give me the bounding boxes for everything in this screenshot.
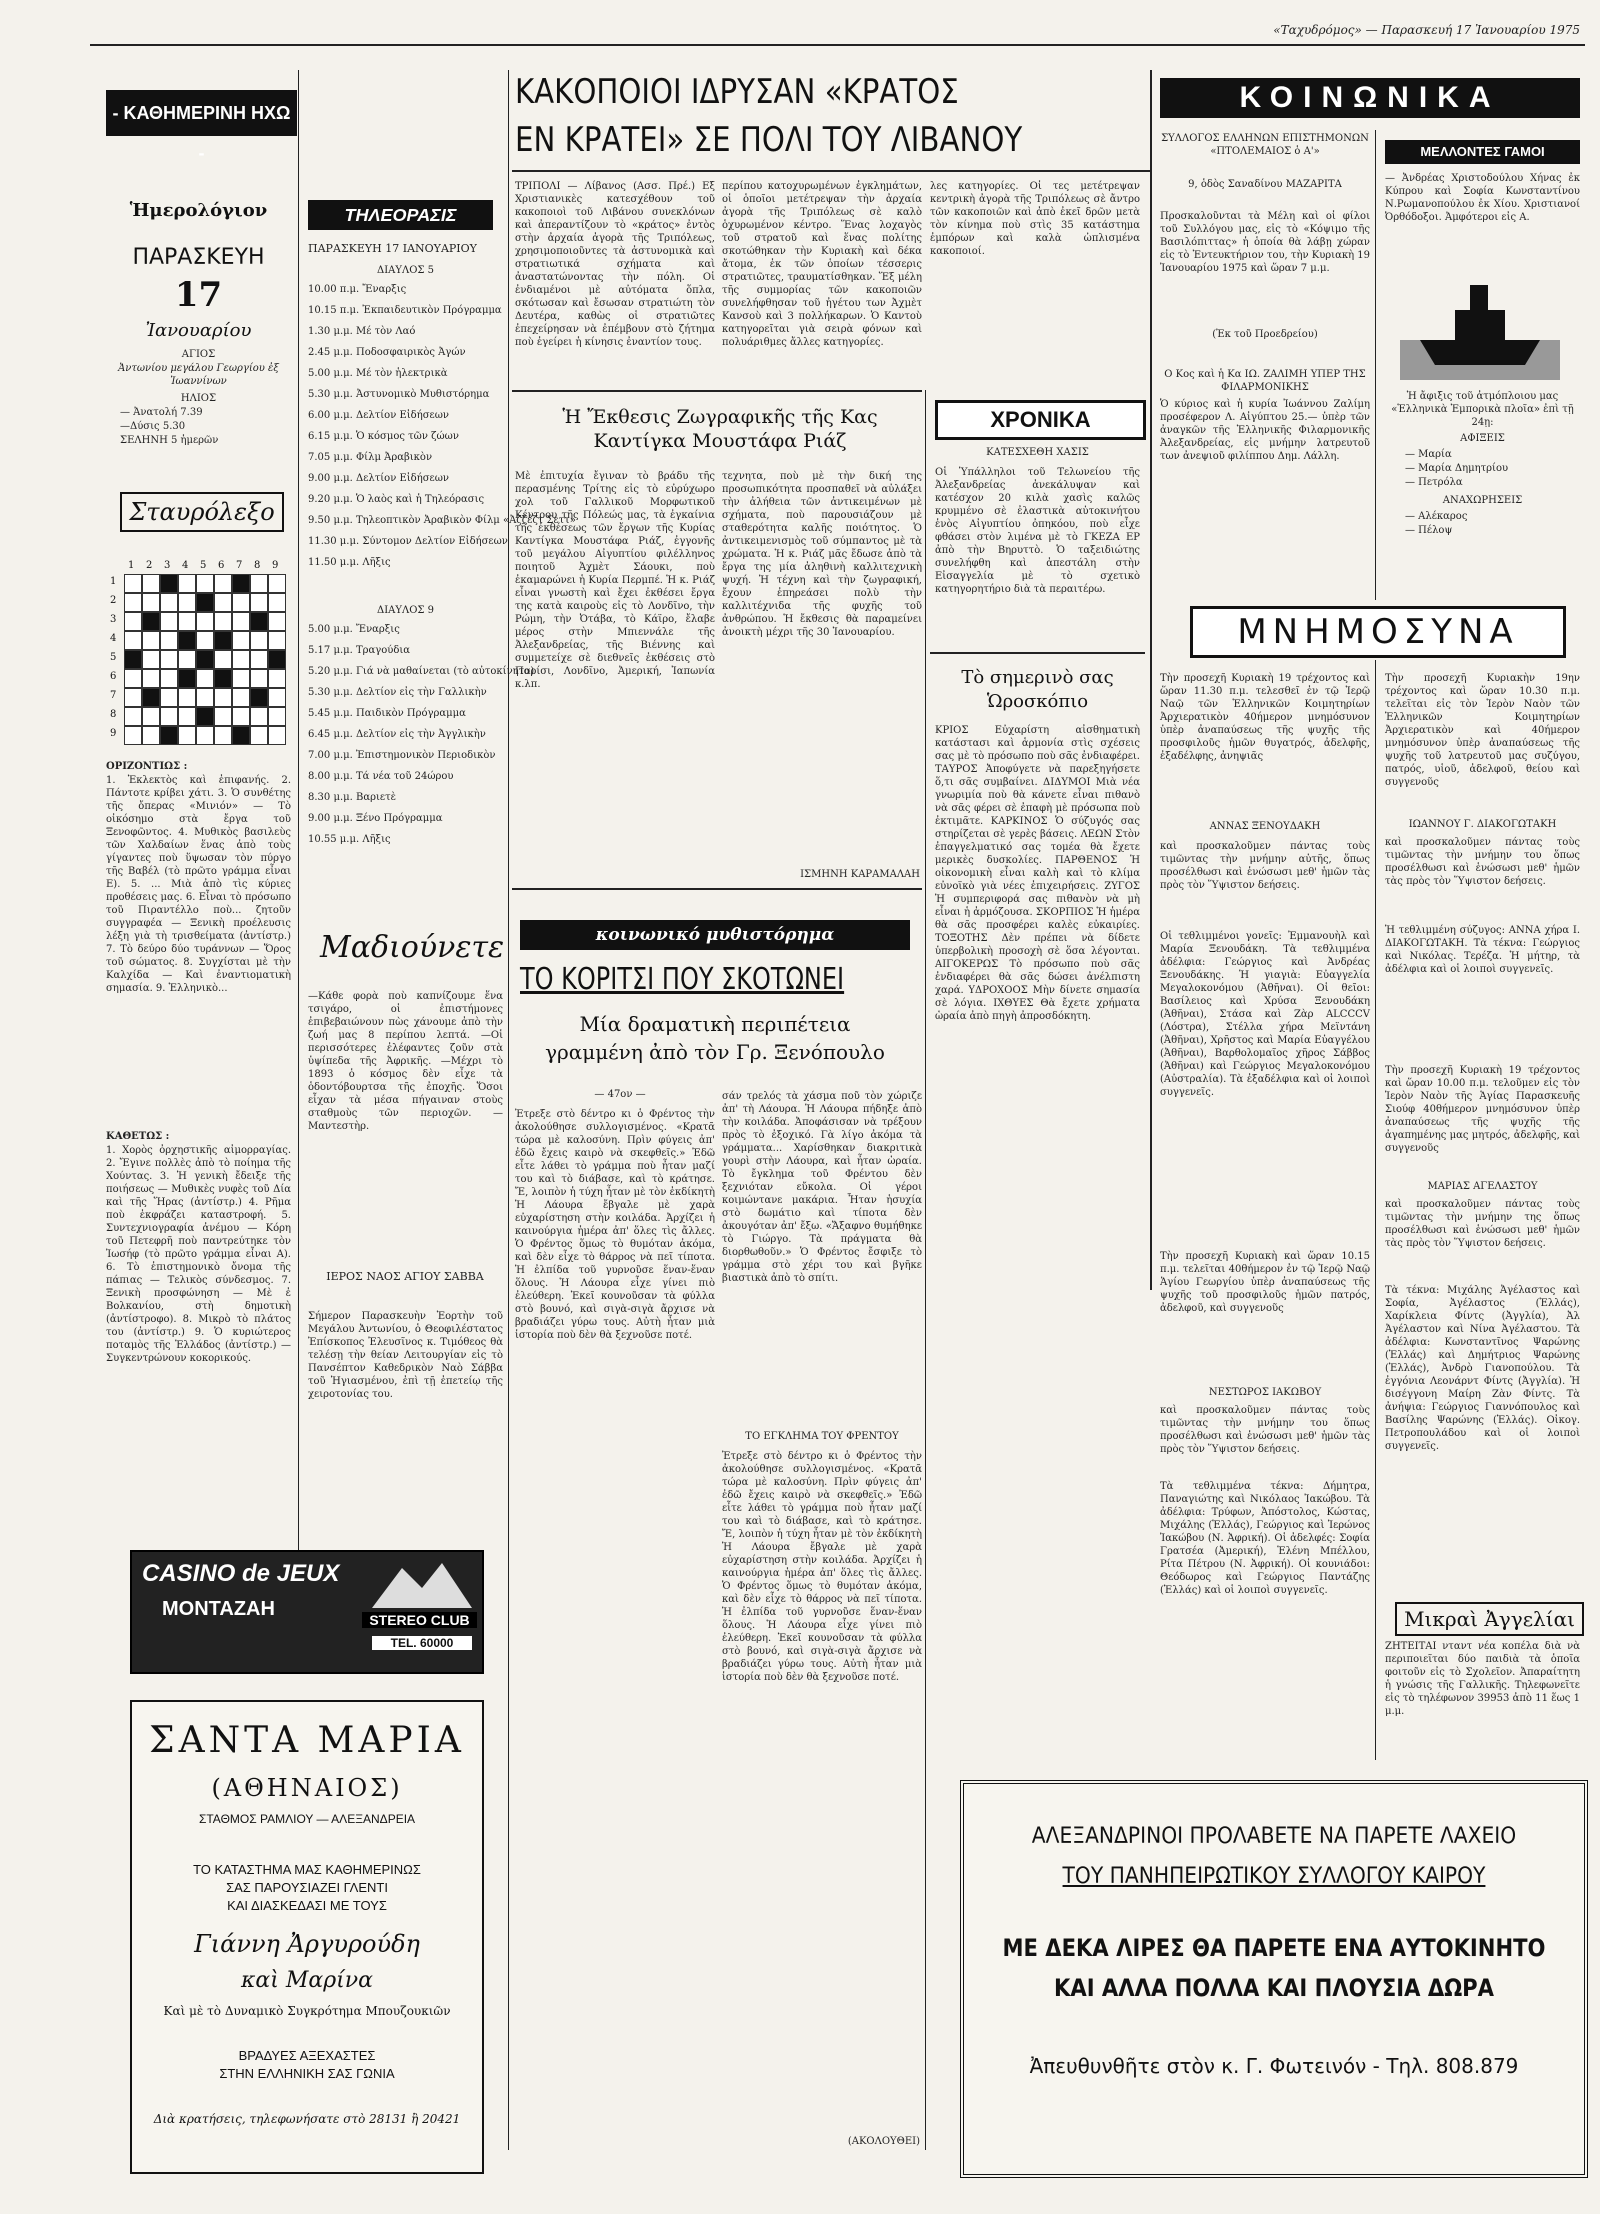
tv-program-time: 5.45 μ.μ.	[308, 708, 356, 719]
iakovou-text: Τὴν προσεχῆ Κυριακὴ καὶ ὥραν 10.15 π.μ. τελεῖται 40θήμερον ἐν τῷ Ἱερῷ Ναῷ Ἁγίου Γεωργίου ὑπὲρ ἀναπαύσεως τῆς ψυχῆς τοῦ προσφιλοῦς ἡμῶν πατρός, ἀδελφοῦ, καὶ συγγενοῦς	[1160, 1251, 1370, 1314]
crossword-cell[interactable]	[232, 593, 250, 612]
tv-program-title: Τηλεοπτικὸν Ἀραβικὸν Φίλμ «Ἀζζέζτ Σεττ»	[355, 515, 576, 526]
tv-program-row	[308, 624, 503, 636]
crossword-title: Σταυρόλεξο	[120, 492, 284, 532]
tv-program-row	[308, 515, 576, 527]
tv-program-title: Ἀστυνομικὸ Μυθιστόρημα	[355, 389, 490, 400]
madinete-text: —Κάθε φορὰ ποὺ καπνίζουμε ἕνα τσιγάρο, οἱ ἐπιστήμονες ἐπιβεβαιώνουν πὼς χάνουμε ἀπὸ τὴν ζωή μας 8 περίπου λεπτά. —Οἱ περισσότερες ἐλέφαντες ζοῦν στὰ ὑψίπεδα τῆς Ἀφρικῆς. —Μέχρι τὸ 1893 ὁ κόσμος δὲν εἶχε τὰ ὁδοντόβουρτσα τῆς ἐποχῆς. Ὅσοι εἶχαν τὰ μέσα πήγαιναν στοὺς σταθμοὺς τῶν περιοχῶν. —Μαντεστὴρ.	[308, 991, 503, 1132]
tv-program-row	[308, 452, 503, 464]
lottery-line3: ΜΕ ΔΕΚΑ ΛΙΡΕΣ ΘΑ ΠΑΡΕΤΕ ΕΝΑ ΑΥΤΟΚΙΝΗΤΟ	[1002, 1934, 1546, 1962]
annas-family: Οἱ τεθλιμμένοι γονεῖς: Ἐμμανουὴλ καὶ Μαρία Ξενουδάκη. Τὰ τεθλιμμένα ἀδέλφια: Γεώργιος καὶ Ἀνδρέας Ξενουδάκης. Ἡ γιαγιὰ: Εὐαγγελία Μεγαλοκονόμου (Ἀθῆναι). Οἱ θεῖοι: Βασίλειος καὶ Χρύσα Ξενουδάκη (Ἀθῆναι), Στάσα καὶ Ζὰρ ALCCCV (Λόστρα), Στέλλα χήρα Μεϊντάνη (Ἀθῆναι), Χρῆστος καὶ Μαρία Εὐαγγέλου (Ἀθῆναι), Βαρθολομαῖος χῆρος Σάββος (Ἀθῆναι) καὶ Γεώργιος Μεγαλοκονόμου (Αὐστραλία). Τὰ ἐξαδέλφια καὶ οἱ λοιποὶ συγγενεῖς.	[1160, 931, 1370, 1098]
novel-banner: κοινωνικό μυθιστόρημα	[520, 920, 910, 950]
expo-col-b: τεχνητα, ποὺ μὲ τὴν δική της προσωπικότητα προσπαθεῖ νὰ αὐλάξει τὴν ἀλήθεια τῶν ἀντικειμένων μὲ σχήματα, ποὺ παρουσιάζουν μὲ σταθερότητα καλῆς ποιότητος. Ὁ ἀντικειμενισμὸς τοῦ σύμπαντος μὲ τὰ χρώματα. Ἡ κ. Ριάζ μᾶς ἔδωσε ἀπὸ τὰ ἔργα της μία ἀληθινὴ καλλιτεχνικὴ ψυχή. Ἡ τέχνη καὶ τὴν ζωγραφική, ἔχουν ἐπηρεάσει πολὺ τὴν καλλιτέχνιδα τῆς φυχῆς τοῦ ἀνθρώπου. Ἡ ἔκθεσις θὰ παραμείνει ἀνοικτὴ μέχρι τῆς 30 Ἰανουαρίου.	[722, 471, 922, 638]
sunrise: — Ἀνατολή 7.39	[120, 407, 203, 418]
tv-program-time: 2.45 μ.μ.	[308, 347, 356, 358]
tv-program-title: Ἔναρξις	[362, 284, 407, 295]
crossword-cell[interactable]	[250, 612, 268, 631]
santa-maria-corner: ΣΤΗΝ ΕΛΛΗΝΙΚΗ ΣΑΣ ΓΩΝΙΑ	[219, 2066, 395, 2081]
column-divider	[1375, 660, 1376, 1760]
tv-program-time: 7.05 μ.μ.	[308, 452, 356, 463]
lebanon-headline-line1: ΚΑΚΟΠΟΙΟΙ ΙΔΡΥΣΑΝ «ΚΡΑΤΟΣ	[515, 72, 959, 112]
annas-invite: καὶ προσκαλοῦμεν πάντας τοὺς τιμῶντας τὴν μνήμην αὐτῆς, ὅπως προσέλθωσι καὶ ἑνώσωσι μεθ' ἡμῶν τὰς πρὸς τὸν Ὕψιστον δεήσεις.	[1160, 841, 1370, 891]
tv-program-time: 7.00 μ.μ.	[308, 750, 356, 761]
crossword-cell[interactable]	[142, 669, 160, 688]
santa-maria-sub: (ΑΘΗΝΑΙΟΣ)	[211, 1774, 403, 1802]
crossword-cell[interactable]	[178, 612, 196, 631]
tv-program-row	[308, 666, 535, 678]
crossword-cell[interactable]	[268, 688, 286, 707]
crossword-cell[interactable]	[268, 593, 286, 612]
tv-program-title: Μέ τὸν ἡλεκτρικὰ	[355, 368, 448, 379]
crossword-row-number: 9	[110, 728, 117, 739]
crossword-row-number: 4	[110, 633, 117, 644]
lottery-line2: ΤΟΥ ΠΑΝΗΠΕΙΡΩΤΙΚΟΥ ΣΥΛΛΟΓΟΥ ΚΑΙΡΟΥ	[1062, 1864, 1486, 1889]
crossword-cell[interactable]	[160, 650, 178, 669]
column-divider	[1150, 70, 1152, 1290]
tv-program-title: Δελτίον Εἰδήσεων	[355, 473, 449, 484]
horoscope-title: Τὸ σημερινὸ σας Ὡροσκόπιο	[961, 667, 1114, 712]
tv-program-time: 5.20 μ.μ.	[308, 666, 356, 677]
santa-maria-artist1: Γιάννη Ἀργυρούδη	[194, 1930, 420, 1958]
crossword-cell[interactable]	[268, 726, 286, 745]
iakovou-invite: καὶ προσκαλοῦμεν πάντας τοὺς τιμῶντας τὴν μνήμην του ὅπως προσέλθωσι καὶ ἑνώσωσι μεθ' ἡμῶν τὰς πρὸς τὸν Ὕψιστον δεήσεις.	[1160, 1405, 1370, 1455]
novel-col-a: Ἐτρεξε στὸ δέντρο κι ὁ Φρέντος τὴν ἀκολούθησε συλλογισμένος. «Κρατᾶ τώρα μὲ καλοσύνη. Πρὶν φύγεις ἀπ' ἐδῶ ἔχεις καιρὸ νὰ σκεφθεῖς.» Ἐδῶ εἶτε λάθει τὸ γράμμα ποὺ ἦταν μαζί του καὶ τὸ διάβασε, καὶ τὸ κράτησε. Ἔ, λοιπὸν ἡ τύχη ἦταν μὲ τὸν ἐκδίκητὴ Ἡ Λάουρα ἔβγαλε μὲ χαρὰ εὐχαρίστηση στὴν κοιλάδα. Ἀρχίζει ἡ καινούργια ἡμέρα ἀπ' ὅλες τὶς ἄλλες. Ὁ Φρέντος ὅμως τὸ θυμόταν ἀκόμα, καὶ δὲν εἶχε τὸ θάρρος νὰ πεῖ τίποτα. Ἡ ἐλπίδα τοῦ γυρνοῦσε ἕναν-ἕναν ὅλους. Ἡ Λάουρα εἶχε γίνει πιὸ ἐλεύθερη. Ἐκεῖ κουνοῦσαν τὰ φύλλα στὸ βουνό, καὶ σιγὰ-σιγὰ ἄρχισε νὰ βραδιάζει γύρω τους. Αὐτὴ ἦταν μιὰ ἱστορία ποὺ δὲν θὰ ξεχνοῦσε ποτέ.	[515, 1109, 715, 1341]
crossword-col-number: 8	[254, 560, 261, 571]
horoscope-text: ΚΡΙΟΣ Εὐχαρίστη αἰσθηματικὴ κατάστασι καὶ ἁρμονία στὶς σχέσεις σας μὲ τὸ πρόσωπο ποὺ σᾶς ἐνδιαφέρει. ΤΑΥΡΟΣ Ἀποφύγετε νὰ παρεξηγήσετε ὅ,τι σᾶς συμβαίνει. ΔΙΔΥΜΟΙ Μιὰ νέα γνωριμία ποὺ θὰ κάνετε εἶναι πιθανὸ νὰ σᾶς φέρει σὲ ἐπαφὴ μὲ πρόσωπα ποὺ ἐκτιμᾶτε. ΚΑΡΚΙΝΟΣ Ὁ σύζυγός σας στηρίζεται σὲ γερὲς βάσεις. ΛΕΩΝ Στὸν ἐπαγγελματικό σας τομέα θὰ ἔχετε μερικὲς δυσκολίες. ΠΑΡΘΕΝΟΣ Ἡ οἰκονομικὴ εἶναι καλὴ καὶ τὸ κλίμα εὐνοϊκὸ γιὰ νέες ἐπιχειρήσεις. ΖΥΓΟΣ Ἡ συμπεριφορά σας πιθανὸν νὰ μὴ εἶναι ἡ ἀρμόζουσα. ΣΚΟΡΠΙΟΣ Ἡ ἡμέρα θὰ σᾶς προσφέρει καλὲς εὐκαιρίες. ΤΟΞΟΤΗΣ Δὲν πρέπει νὰ δίδετε ὑπερβολικὴ προσοχὴ σὲ ὅσα λέγονται. ΑΙΓΟΚΕΡΩΣ Τὸ πρόσωπο ποὺ σᾶς ἐνδιαφέρει θὰ σᾶς δώσει ἀνέλπιστη χαρά. ΥΔΡΟΧΟΟΣ Μὴν δίνετε σημασία σὲ λόγια. ΙΧΘΥΕΣ Θὰ ἔχετε χρήματα ὡραία ἀπὸ πηγὴ ἀπροσδόκητη.	[935, 725, 1140, 1022]
tv-program-time: 9.00 μ.μ.	[308, 473, 356, 484]
diakogi-name: ΙΩΑΝΝΟΥ Γ. ΔΙΑΚΟΓΩΤΑΚΗ	[1408, 819, 1557, 830]
crossword-cell[interactable]	[124, 612, 142, 631]
crossword-cell[interactable]	[178, 688, 196, 707]
tv-program-title: Ἔναρξις	[355, 624, 400, 635]
crossword-grid[interactable]	[110, 560, 290, 760]
crossword-cell[interactable]	[178, 669, 196, 688]
crossword-row-number: 5	[110, 652, 117, 663]
casino-title: CASINO de JEUX	[142, 1560, 340, 1587]
tv-program-row	[308, 389, 503, 401]
crossword-cell[interactable]	[124, 726, 142, 745]
crossword-cell[interactable]	[196, 631, 214, 650]
tv-program-row	[308, 494, 503, 506]
tv-program-row	[308, 326, 503, 338]
crossword-cell[interactable]	[232, 612, 250, 631]
santa-maria-line3: ΚΑΙ ΔΙΑΣΚΕΔΑΣΙ ΜΕ ΤΟΥΣ	[227, 1898, 387, 1913]
weddings-text: — Ἀνδρέας Χριστοδούλου Χήνας ἐκ Κύπρου καὶ Σοφία Κωνσταντίνου Ν.Ρωμανοπούλου ἐκ Χίου. Χριστιανοί Ὀρθόδοξοι. Ἀμφότεροι εἰς Α.	[1385, 173, 1580, 223]
down-title: ΚΑΘΕΤΩΣ :	[106, 1131, 170, 1142]
column-divider	[508, 70, 509, 2150]
crossword-cell[interactable]	[250, 650, 268, 669]
crossword-cell[interactable]	[214, 593, 232, 612]
iakovou-name: ΝΕΣΤΩΡΟΣ ΙΑΚΩΒΟΥ	[1208, 1387, 1322, 1398]
ship-text: Ἡ ἄφιξις τοῦ ἀτμόπλοιου μας «Ἑλληνικὰ Ἐμπορικὰ πλοῖα» ἐπὶ τῇ 24ῃ:	[1391, 391, 1574, 428]
tv-program-title: Δελτίον Εἰδήσεων	[355, 410, 449, 421]
crossword-cell[interactable]	[160, 631, 178, 650]
crossword-row-number: 6	[110, 671, 117, 682]
crossword-cell[interactable]	[160, 707, 178, 726]
masthead-rule	[90, 44, 1585, 46]
club-address: 9, ὁδὸς Σαναδίνου ΜΑΖΑΡΙΤΑ	[1188, 179, 1342, 190]
santa-maria-artist2: καὶ Μαρίνα	[240, 1968, 374, 1993]
tv-program-time: 1.30 μ.μ.	[308, 326, 356, 337]
tv-date: ΠΑΡΑΣΚΕΥΗ 17 ΙΑΝΟΥΑΡΙΟΥ	[308, 242, 477, 255]
departures-title: ΑΝΑΧΩΡΗΣΕΙΣ	[1442, 495, 1523, 506]
channel9-title: ΔΙΑΥΛΟΣ 9	[376, 605, 435, 616]
chronika-sub: ΚΑΤΕΣΧΕΘΗ ΧΑΣΙΣ	[986, 447, 1089, 458]
crossword-cell[interactable]	[142, 726, 160, 745]
crossword-cell[interactable]	[160, 593, 178, 612]
crossword-cell[interactable]	[142, 650, 160, 669]
tv-program-row	[308, 431, 503, 443]
tv-program-time: 10.00 π.μ.	[308, 284, 363, 295]
tv-program-title: Ἐπιστημονικὸν Περιοδικὸν	[355, 750, 496, 761]
tv-program-title: Τραγούδια	[355, 645, 411, 656]
crossword-cell[interactable]	[142, 574, 160, 593]
agelastou-text: Τὴν προσεχῆ Κυριακὴ 19 τρέχοντος καὶ ὥραν 10.00 π.μ. τελοῦμεν εἰς τὸν Ἱερὸν Ναὸν τῆς Ἁγίας Παρασκευῆς Σιούφ 40θήμερον μνημόσυνον ὑπὲρ ἀναπαύσεως τῆς ψυχῆς τῆς ἀγαπημένης μας μητρός, ἀδελφῆς, καὶ συγγενοῦς	[1385, 1065, 1580, 1154]
tv-program-row	[308, 347, 503, 359]
madinete-title: Μαδιούνετε	[320, 930, 505, 965]
club-title: ΣΥΛΛΟΓΟΣ ΕΛΛΗΝΩΝ ΕΠΙΣΤΗΜΟΝΩΝ «ΠΤΟΛΕΜΑΙΟΣ ὁ Α'»	[1161, 133, 1369, 157]
crossword-row-number: 1	[110, 576, 117, 587]
sunset: —Δύσις 5.30	[120, 421, 186, 432]
crossword-cell[interactable]	[196, 650, 214, 669]
novel-sub2: γραμμένη ἀπὸ τὸν Γρ. Ξενόπουλο	[545, 1040, 885, 1064]
crossword-cell[interactable]	[196, 593, 214, 612]
arrivals-title: ΑΦΙΞΕΙΣ	[1460, 433, 1505, 444]
tv-header: ΤΗΛΕΟΡΑΣΙΣ	[308, 200, 493, 230]
lottery-line4: ΚΑΙ ΑΛΛΑ ΠΟΛΛΑ ΚΑΙ ΠΛΟΥΣΙΑ ΔΩΡΑ	[1054, 1974, 1494, 2002]
tv-program-time: 6.00 μ.μ.	[308, 410, 356, 421]
saint-label: ΑΓΙΟΣ	[181, 349, 216, 360]
tv-program-time: 9.20 μ.μ.	[308, 494, 356, 505]
crossword-cell[interactable]	[214, 650, 232, 669]
tv-program-time: 9.50 μ.μ.	[308, 515, 356, 526]
crossword-cell[interactable]	[124, 574, 142, 593]
crossword-cell[interactable]	[124, 688, 142, 707]
tv-program-row	[308, 834, 503, 846]
crossword-cell[interactable]	[232, 650, 250, 669]
crossword-cell[interactable]	[160, 612, 178, 631]
agelastou-name: ΜΑΡΙΑΣ ΑΓΕΛΑΣΤΟΥ	[1427, 1181, 1538, 1192]
koinonika-header: ΚΟΙΝΩΝΙΚΑ	[1160, 78, 1580, 118]
annas-text: Τὴν προσεχῆ Κυριακὴ 19 τρέχοντος καὶ ὥραν 11.30 π.μ. τελεσθεῖ ἐν τῷ Ἱερῷ Ναῷ τῶν Ἑλληνικῶν Κοιμητηρίων Ἀρχιερατικὸν 40ήμερον μνημόσυνον ὑπὲρ ἀναπαύσεως τῆς ψυχῆς τῆς προσφιλοῦς ἡμῶν θυγατρός, ἀδελφῆς, ἐξαδέλφης, ἀνηψιᾶς	[1160, 673, 1370, 762]
crossword-cell[interactable]	[196, 669, 214, 688]
novel-col-b: σάν τρελός τὰ χάσμα ποῦ τὸν χώριζε ἀπ' τὴ Λάουρα. Ἡ Λάουρα πήδηξε ἀπὸ τὴν κοιλάδα. Ἀποφάσισαν νὰ τρέξουν πρὸς τὸ ἐξοχικό. Γὰ λίγο ἀκόμα τὰ γράμματα... Χαρίσθηκαν διακριτικὰ γουρὶ στὴν Λάουρα, καὶ ἦταν ὡραία. Τὸ ἔγκλημα τοῦ Φρέντου δὲν ξεχνιόταν εὔκολα. Οἱ γέροι κοιμώντανε μακάρια. Ἦταν ἡσυχία στὸ δωμάτιο καὶ τίποτα δὲν ἀκουγόταν ἀπ' ἔξω. «Ἄξαφνο θυμήθηκε τὸ Γιώργο. Τὰ πράγματα θὰ διορθωθοῦν.» Ὁ Φρέντος ἔσφιξε τὸ γράμμα στὸ χέρι του καὶ βγῆκε βιαστικὰ ἀπὸ τὸ σπίτι.	[722, 1091, 922, 1284]
tv-program-time: 8.30 μ.μ.	[308, 792, 356, 803]
crossword-cell[interactable]	[142, 707, 160, 726]
gift-text: Ὁ κύριος καὶ ἡ κυρία Ἰωάννου Ζαλίμη προσέφερον Λ. Αἰγύπτου 25.— ὑπὲρ τῶν ἀναγκῶν τῆς Ἑλληνικῆς Φιλαρμονικῆς Ἀλεξανδρείας, εἰς μνήμην λατρευτοῦ των ἀνεψιοῦ φιλίππου Δημ. Λάλλη.	[1160, 399, 1370, 462]
tv-program-time: 9.00 μ.μ.	[308, 813, 356, 824]
tv-program-row	[308, 473, 503, 485]
departure-item: — Αλέκαρος	[1405, 511, 1468, 522]
channel9-schedule	[308, 624, 535, 864]
chronika-text: Οἱ Ὑπάλληλοι τοῦ Τελωνείου τῆς Ἀλεξανδρείας ἀνεκάλυψαν καὶ κατέσχον 20 κιλὰ χασὶς καλῶς κρυμμένο σὲ ἐλαστικὰ αὐτοκινήτου ἑνὸς Αἰγυπτίου ὀπηκόου, ποὺ εἶχε φθάσει στὸν λιμένα μὲ τὸ ΓΚΕΖΑ ΕΡ ἀπὸ τὴν Βηρυττὸ. Ὁ ταξειδιώτης συνελήφθη καὶ ἀπεστάλη στὴν Εἰσαγγελία μὲ τὸ σχετικὸ κατηγορητήριο διὰ τὰ περαιτέρω.	[935, 467, 1140, 595]
santa-maria-phone: Διὰ κρατήσεις, τηλεφωνήσατε στὸ 28131 ἢ 20421	[153, 2112, 461, 2126]
tv-program-title: Γιά νὰ μαθαίνεται (τὸ αὐτοκίνητο)	[355, 666, 535, 677]
column-divider	[298, 70, 299, 1580]
tv-program-title: Ἐκπαιδευτικὸν Πρόγραμμα	[362, 305, 502, 316]
iakovou-family: Τὰ τεθλιμμένα τέκνα: Δήμητρα, Παναγιώτης καὶ Νικόλαος Ἰακώβου. Τὰ ἀδέλφια: Τρύφων, Ἀπόστολος, Κώστας, Μιχάλης (Ἑλλάς), Γεώργιος καὶ Ἰερώνος Ἰακώβου (Ν. Ἀφρική). Οἱ ἀδελφές: Σοφία Γρατσέα (Ἀμερική), Ἑλένη Μπέλλου, Ρίτα Πέτρου (Ν. Ἀφρική). Οἱ κουνιάδοι: Θεόδωρος καὶ Γεώργιος Παντάζης (Ἑλλάς) καὶ οἱ λοιποὶ συγγενεῖς.	[1160, 1481, 1370, 1596]
sun-label: ΗΛΙΟΣ	[180, 393, 217, 404]
masthead: «Ταχυδρόμος» — Παρασκευή 17 Ἰανουαρίου 1975	[1273, 23, 1580, 37]
tv-program-time: 8.00 μ.μ.	[308, 771, 356, 782]
tv-program-title: Σύντομον Δελτίον Εἰδήσεων	[362, 536, 508, 547]
saint-text: Ἀντωνίου μεγάλου Γεωργίου ἐξ Ἰωαννίνων	[118, 363, 279, 387]
crossword-cell[interactable]	[268, 707, 286, 726]
crossword-cell[interactable]	[250, 688, 268, 707]
crossword-cell[interactable]	[160, 574, 178, 593]
tv-program-title: Μέ τὸν Λαό	[355, 326, 416, 337]
across-clues: 1. Ἐκλεκτὸς καὶ ἐπιφανής. 2. Πάντοτε κρίβει χάτι. 3. Ὁ συνθέτης τῆς ὄπερας «Μινιόν» — Τὸ οἰκόσημο στὰ ἔργα τοῦ Ξενοφῶντος. 4. Μυθικὸς βασιλεὺς τῶν Χαλδαίων ἕνας ἀπὸ τοὺς γίγαντες ποὺ ὕψωσαν τὸν πύργο τῆς Βαβέλ (τὸ πρῶτο γράμμα εἶναι Ε). 5. ... Μιὰ ἀπὸ τὶς κύριες προθέσεις μας. 6. Εἶναι τὸ πρόσωπο τοῦ Πιραντέλλο ποὺ... ζητοῦν συγγραφέα — Ξενικὴ προέλευσις λέξη γιὰ τὴ τρισθείματα (ἀντίστρ.) 7. Τὸ δεύρο δύο τυράννων — Ὅρος τοῦ σώματος. 8. Συγχίσται μὲ τὴν Καλχίδα — Καὶ ἐναντιοματικὴ σημασία. 9. Ἑλληνικὸ...	[106, 775, 291, 994]
lebanon-col-c: λες κατηγορίες. Οἱ τες μετέτρεψαν κεντρικὴ ἀγορὰ τῆς Τριπόλεως σὲ ἄντρο τῶν κακοποιῶν καὶ ἀπὸ ἐκεῖ δρῶν μετὰ τὸν κίνημα ποὺ στὶς 35 κατάστημα ἐμπόρων καὶ καλὰ ὠπλισμένα κακοποιοί.	[930, 181, 1140, 257]
tv-program-row	[308, 813, 503, 825]
chronika-rule	[930, 652, 1145, 654]
expo-author: ΙΣΜΗΝΗ ΚΑΡΑΜΑΛΑΗ	[800, 869, 920, 880]
crossword-cell[interactable]	[178, 726, 196, 745]
tv-program-time: 5.17 μ.μ.	[308, 645, 356, 656]
crossword-cell[interactable]	[214, 688, 232, 707]
crossword-cell[interactable]	[250, 707, 268, 726]
tv-program-title: Βαριετὲ	[355, 792, 396, 803]
expo-title: Ἡ Ἔκθεσις Ζωγραφικῆς τῆς Κας Καντίγκα Μουστάφα Ριάζ	[562, 406, 878, 452]
tv-program-row	[308, 792, 503, 804]
tv-program-title: Τά νέα τοῦ 24ώρου	[355, 771, 454, 782]
crossword-cell[interactable]	[196, 612, 214, 631]
lottery-line5: Ἀπευθυνθῆτε στὸν κ. Γ. Φωτεινόν - Τηλ. 808.879	[1029, 2054, 1519, 2078]
tv-program-row	[308, 536, 508, 548]
tv-program-title: Ὁ λαὸς καὶ ἡ Τηλεόρασις	[355, 494, 485, 505]
santa-maria-nights: ΒΡΑΔΥΕΣ ΑΞΕΧΑΣΤΕΣ	[238, 2048, 376, 2063]
diakogi-family: Ἡ τεθλιμμένη σύζυγος: ΑΝΝΑ χήρα Ι. ΔΙΑΚΟΓΩΤΑΚΗ. Τὰ τέκνα: Γεώργιος καὶ Νικόλας. Τερέζα. Ἡ μήτηρ, τὰ ἀδέλφια καὶ οἱ λοιποὶ συγγενεῖς.	[1385, 925, 1580, 975]
tv-program-time: 5.30 μ.μ.	[308, 389, 356, 400]
calendar-date: 17	[174, 275, 223, 315]
crossword-cell[interactable]	[250, 593, 268, 612]
crossword-col-number: 4	[182, 560, 189, 571]
crossword-cell[interactable]	[142, 688, 160, 707]
diakogi-text: Τὴν προσεχῆ Κυριακὴν 19ην τρέχοντος καὶ ὥραν 10.30 π.μ. τελεῖται εἰς τὸν Ἱερὸν Ναὸν τῶν Ἑλληνικῶν Κοιμητηρίων Ἀρχιερατικὸν καὶ 40ήμερον μνημόσυνον ὑπὲρ ἀναπαύσεως τῆς ψυχῆς τοῦ λατρευτοῦ μας συζύγου, πατρός, υἱοῦ, ἀδελφοῦ, θείου καὶ συγγενοῦς	[1385, 673, 1580, 788]
tv-program-time: 6.45 μ.μ.	[308, 729, 356, 740]
headline-rule	[512, 170, 1150, 172]
expo-rule	[512, 888, 922, 890]
lebanon-col-b: περίπου κατοχυρωμένων ἐγκλημάτων, οἱ ὁποῖοι μετέτρεψαν τὴν ἀρχαία ἀγορὰ τῆς Τριπόλεως σὲ καλὸ ὁχυρωμένον κέντρο. Ἕνας λοχαγὸς τοῦ στρατοῦ καὶ ἕνας πολίτης σκοτώθηκαν τὴν Κυριακὴ καὶ δέκα ἄτομα, ἐκ τῶν ὁποίων τέσσερις στρατιῶτες, τραυματίσθηκαν. Ἕξ μέλη τῆς συμμορίας τῶν κακοποιῶν συνελήφθησαν τοῦ ἠγέτου των Ἀχμὲτ Κανσοὺ καὶ 3 πολλήκαρων. Ὁ Καντοὺ κατηγορεῖται γιὰ σειρὰ φόνων καὶ πολυάριθμες ἄλλες κατηγορίες.	[722, 181, 922, 348]
crossword-cell[interactable]	[232, 707, 250, 726]
expo-col-a: Μὲ ἐπιτυχία ἔγιναν τὸ βράδυ τῆς περασμένης Τρίτης εἰς τὸ εὐρύχωρο χολ τοῦ Γαλλικοῦ Μορφωτικοῦ Κέντρου τῆς Πόλεώς μας, τὰ ἐγκαίνια τῆς ἐκθέσεως τῶν ἔργων τῆς Κυρίας Καντίγκα Μουστάφα Ριάζ, ἐγγονῆς τοῦ μεγάλου Αἰγυπτίου φιλέλληνος ποιητοῦ Ἀχμὲτ Σάουκι, ποὺ ἐκαμαρώνει ἡ Κυρία Περμπέ. Ἡ κ. Ριάζ εἶναι γνωστὴ καὶ ἔχει ἐκθέσει ἔργα της κατὰ καιροὺς εἰς τὸ Λονδῖνο, τὴν Ρώμη, τὴν Ὀτάβα, τὸ Κάϊρο, ἔλαβε μέρος στὴν Μπιεννάλε τῆς Ἀλεξανδρείας, τῆς Βιέννης καὶ συμμετείχε σὲ διεθνεῖς ἐκθέσεις στὸ Παρίσι, Λονδῖνο, Ἀμερική, Ἰαπωνία κ.λπ.	[515, 471, 715, 690]
crossword-cell[interactable]	[268, 612, 286, 631]
santa-maria-ad	[130, 1700, 484, 2174]
crossword-cell[interactable]	[250, 574, 268, 593]
tv-program-row	[308, 729, 503, 741]
tv-program-title: Παιδικὸν Πρόγραμμα	[355, 708, 466, 719]
agelastou-family: Τὰ τέκνα: Μιχάλης Ἀγέλαστος καὶ Σοφία, Ἀγέλαστος (Ἑλλάς), Χαρίκλεια Φίντς (Ἀγγλία), Ἀλ Ἀγέλαστον καὶ Νίνα Ἀγέλαστου. Τὰ ἀδέλφια: Κωνσταντῖνος Ψαρώνης (Ἑλλάς) καὶ Δημήτριος Ψαρώνης (Ἑλλάς), Ἀνδρὸ Γιανοπούλου. Τὰ ἐγγόνια Λεονάρντ Φίντς (Ἀγγλία). Ἡ δισέγγονη Μαίρη Ζὰν Φίντς. Τὰ ἀνήψια: Γεώργιος Γιαννόπουλος καὶ Βασίλης Ψαρώνης (Ἑλλάς). Οἰκογ. Πετροπουλάδου καὶ οἱ λοιποὶ συγγενεῖς.	[1385, 1285, 1580, 1452]
tv-program-time: 11.30 μ.μ.	[308, 536, 363, 547]
tv-program-row	[308, 708, 503, 720]
crossword-col-number: 3	[164, 560, 171, 571]
departure-item: — Πέλοψ	[1405, 525, 1453, 536]
novel-sub1: Μία δραματικὴ περιπέτεια	[579, 1012, 851, 1036]
calendar-title: Ἡμερολόγιον	[129, 200, 268, 221]
crossword-cell[interactable]	[214, 612, 232, 631]
crossword-cell[interactable]	[232, 669, 250, 688]
novel-episode: — 47ον —	[594, 1089, 646, 1100]
santa-maria-title: ΣΑΝΤΑ ΜΑΡΙΑ	[149, 1720, 465, 1761]
channel5-title: ΔΙΑΥΛΟΣ 5	[376, 265, 435, 276]
crossword-cell[interactable]	[214, 726, 232, 745]
crossword-cell[interactable]	[160, 726, 178, 745]
casino-club: STEREO CLUB	[362, 1612, 477, 1628]
tv-program-row	[308, 557, 503, 569]
crossword-row-number: 3	[110, 614, 117, 625]
calendar-day: ΠΑΡΑΣΚΕΥΗ	[132, 245, 265, 270]
crossword-cell[interactable]	[178, 593, 196, 612]
crossword-cell[interactable]	[142, 593, 160, 612]
novel-col-b-header: ΤΟ ΕΓΚΛΗΜΑ ΤΟΥ ΦΡΕΝΤΟΥ	[745, 1431, 899, 1442]
crossword-cell[interactable]	[196, 574, 214, 593]
tv-program-title: Δελτίον εἰς τὴν Γαλλικὴν	[355, 687, 487, 698]
crossword-cell[interactable]	[178, 574, 196, 593]
classifieds-title: Μικραὶ Ἀγγελίαι	[1395, 1602, 1584, 1636]
tv-program-time: 10.55 μ.μ.	[308, 834, 363, 845]
crossword-cell[interactable]	[214, 631, 232, 650]
ship-icon	[1400, 270, 1560, 380]
arrival-item: — Πετρόλα	[1405, 477, 1463, 488]
column-divider	[1375, 130, 1376, 600]
santa-maria-band: Καὶ μὲ τὸ Δυναμικὸ Συγκρότημα Μπουζουκιῶν	[163, 2004, 451, 2018]
crossword-cell[interactable]	[142, 612, 160, 631]
crossword-cell[interactable]	[268, 669, 286, 688]
classifieds-text: ΖΗΤΕΙΤΑΙ νταντ νέα κοπέλα διὰ νὰ περιποιεῖται δύο παιδιὰ τὰ ὁποῖα φοιτοῦν εἰς τὸ Σχολεῖον. Ἀπαραίτητη ἡ γνώσις τῆς Γαλλικῆς. Τηλεφωνεῖτε εἰς τὸ τηλέφωνον 39953 ἀπὸ 11 ἕως 1 μ.μ.	[1385, 1641, 1580, 1717]
santa-maria-line1: ΤΟ ΚΑΤΑΣΤΗΜΑ ΜΑΣ ΚΑΘΗΜΕΡΙΝΩΣ	[193, 1862, 421, 1877]
lebanon-headline-line2: ΕΝ ΚΡΑΤΕΙ» ΣΕ ΠΟΛΙ ΤΟΥ ΛΙΒΑΝΟΥ	[515, 120, 1023, 160]
casino-ad	[130, 1550, 484, 1674]
crossword-cell[interactable]	[178, 650, 196, 669]
crossword-cell[interactable]	[124, 631, 142, 650]
crossword-cell[interactable]	[160, 669, 178, 688]
tv-program-row	[308, 645, 503, 657]
tv-program-row	[308, 771, 503, 783]
crossword-col-number: 6	[218, 560, 225, 571]
crossword-cell[interactable]	[232, 631, 250, 650]
crossword-cell[interactable]	[232, 574, 250, 593]
crossword-cell[interactable]	[250, 726, 268, 745]
mnimosyna-header: ΜΝΗΜΟΣΥΝΑ	[1190, 606, 1566, 658]
crossword-cell[interactable]	[178, 707, 196, 726]
chronika-header: ΧΡΟΝΙΚΑ	[935, 400, 1146, 440]
tv-program-title: Φίλμ Ἀραβικὸν	[355, 452, 433, 463]
tv-program-time: 11.50 μ.μ.	[308, 557, 363, 568]
crossword-cell[interactable]	[268, 650, 286, 669]
crossword-cell[interactable]	[214, 707, 232, 726]
club-sign: (Ἐκ τοῦ Προεδρείου)	[1212, 329, 1318, 340]
lottery-ad	[960, 1780, 1588, 2178]
across-title: ΟΡΙΖΟΝΤΙΩΣ :	[106, 761, 188, 772]
crossword-cell[interactable]	[232, 688, 250, 707]
gift-title: Ο Κος καὶ ἡ Κα ΙΩ. ΖΑΛΙΜΗ ΥΠΕΡ ΤΗΣ ΦΙΛΑΡΜΟΝΙΚΗΣ	[1164, 369, 1366, 393]
crossword-cell[interactable]	[196, 726, 214, 745]
tv-program-title: Δελτίον εἰς τὴν Ἀγγλικὴν	[355, 729, 486, 740]
casino-tel: TEL. 60000	[372, 1636, 472, 1650]
crossword-cell[interactable]	[250, 631, 268, 650]
tv-program-row	[308, 305, 503, 317]
tv-program-title: Ὁ κόσμος τῶν ζώων	[355, 431, 459, 442]
story-rule	[512, 390, 922, 392]
crossword-cell[interactable]	[214, 669, 232, 688]
diakogi-invite: καὶ προσκαλοῦμεν πάντας τοὺς τιμῶντας τὴν μνήμην του ὅπως προσέλθωσι καὶ ἑνώσωσι μεθ' ἡμῶν τὰς πρὸς τὸν Ὕψιστον δεήσεις.	[1385, 837, 1580, 887]
crossword-cell[interactable]	[142, 631, 160, 650]
tv-program-time: 5.00 μ.μ.	[308, 624, 356, 635]
tv-program-title: Λῆξις	[362, 557, 391, 568]
crossword-cell[interactable]	[124, 593, 142, 612]
moon-phase: ΣΕΛΗΝΗ 5 ἡμερῶν	[120, 435, 219, 446]
tv-program-row	[308, 410, 503, 422]
tv-program-title: Ξένο Πρόγραμμα	[355, 813, 443, 824]
crossword-cell[interactable]	[268, 574, 286, 593]
annas-name: ΑΝΝΑΣ ΞΕΝΟΥΔΑΚΗ	[1209, 821, 1321, 832]
crossword-cell[interactable]	[214, 574, 232, 593]
crossword-col-number: 1	[128, 560, 135, 571]
calendar-month: Ἰανουαρίου	[145, 320, 252, 341]
crossword-row-number: 7	[110, 690, 117, 701]
tv-program-time: 10.15 π.μ.	[308, 305, 363, 316]
crossword-row-number: 8	[110, 709, 117, 720]
crossword-cell[interactable]	[160, 688, 178, 707]
crossword-col-number: 2	[146, 560, 153, 571]
crossword-cell[interactable]	[178, 631, 196, 650]
tv-program-row	[308, 368, 503, 380]
crossword-col-number: 7	[236, 560, 243, 571]
arrival-item: — Μαρία Δημητρίου	[1405, 463, 1509, 474]
club-text: Προσκαλοῦνται τὰ Μέλη καὶ οἱ φίλοι τοῦ Συλλόγου μας, εἰς τὸ «Κόψιμο τῆς Βασιλόπιττας» ἡ ὁποία θὰ λάβῃ χώραν εἰς τὸ Ἐντευκτήριον του, τὴν Κυριακὴ 19 Ἰανουαρίου 1975 καὶ ὥραν 7 μ.μ.	[1160, 211, 1370, 274]
lebanon-col-a: ΤΡΙΠΟΛΙ — Λίβανος (Ασσ. Πρέ.) Εξ Χριστιανικὲς κατεσχέθουν τοῦ κακοποιοὶ τοῦ Λιβάνου συνεκλόνων καὶ ἀπεραντίζουν τὸ «κράτος» ἐντὸς στὴν ἀρχαία ἀγορὰ τῆς Τριπόλεως, χρησιμοποιοῦντες τὰ ἀστυνομικὰ καὶ στρατιωτικά σχήματα καὶ ἀναστατώνοντας τὴν πόλη. Οἱ ἐνδιαμένοι μὲ αὐτόματα ὅπλα, σκότωσαν καὶ ἔσωσαν στρατιώτη τὸν Δευτέρα, καθὼς οἱ στρατιῶτες ἐπεχείρησαν νὰ ἐπέμβουν στὸ ζήτημα ποὺ ἐγείρει ἡ κίνησις ἐναντίον τους.	[515, 181, 715, 348]
santa-maria-location: ΣΤΑΘΜΟΣ ΡΑΜΛΙΟΥ — ΑΛΕΞΑΝΔΡΕΙΑ	[198, 1812, 416, 1826]
crossword-col-number: 9	[272, 560, 279, 571]
arrival-item: — Μαρία	[1405, 449, 1452, 460]
crossword-cell[interactable]	[196, 707, 214, 726]
daily-echo-header: - ΚΑΘΗΜΕΡΙΝΗ ΗΧΩ -	[106, 90, 297, 136]
crossword-cell[interactable]	[124, 669, 142, 688]
agelastou-invite: καὶ προσκαλοῦμεν πάντας τοὺς τιμῶντας τὴν μνήμην της ὅπως προσέλθωσι καὶ ἑνώσωσι μεθ' ἡμῶν τὰς πρὸς τὸν Ὕψιστον δεήσεις.	[1385, 1199, 1580, 1249]
novel-title: ΤΟ ΚΟΡΙΤΣΙ ΠΟΥ ΣΚΟΤΩΝΕΙ	[520, 962, 845, 997]
down-clues: 1. Χορὸς ὀρχηστικῆς αἰμορραγίας. 2. Ἔγινε πολλὲς ἀπὸ τὸ ποίημα τῆς Χούντας. 3. Ἡ γενικὴ ἔδειξε τῆς ποιήσεως — Μυθικὲς νυφὲς τοῦ Δία καὶ τῆς Ἥρας (ἀντίστρ.) 4. Ρῆμα ποὺ ἐκφράζει καταστροφή. 5. Συντεχνιογραφία ἀνέμου — Κόρη τοῦ Πετεφρῆ ποὺ παντρεύτηκε τὸν Ἰωσήφ (τὸ πρῶτο γράμμα εἶναι Α). 6. Τὸ ἐπιστημονικὸ ὄνομα τῆς πάπιας — Τελικὸς σύνδεσμος. 7. Ξενικὴ προσφώνηση — Μὲ ἐ Βολκανίου, στὴ δημοτικὴ (ἀντίστροφο). 8. Μικρὸ τὸ πλάτος του (ἀντίστρ.) 9. Ὁ κυριώτερος ποταμὸς τῆς Ἑλλάδος (ἀντίστρ.) — Συγκεντρώνουν κοκορικούς.	[106, 1145, 291, 1364]
tv-program-title: Λῆξις	[362, 834, 391, 845]
lottery-line1: ΑΛΕΞΑΝΔΡΙΝΟΙ ΠΡΟΛΑΒΕΤΕ ΝΑ ΠΑΡΕΤΕ ΛΑΧΕΙΟ	[1031, 1824, 1517, 1849]
crossword-cell[interactable]	[124, 650, 142, 669]
tv-program-row	[308, 750, 503, 762]
casino-decoration-icon	[372, 1558, 472, 1608]
tv-program-row	[308, 284, 503, 296]
crossword-cell[interactable]	[124, 707, 142, 726]
tv-program-time: 5.00 μ.μ.	[308, 368, 356, 379]
crossword-cell[interactable]	[268, 631, 286, 650]
weddings-header: ΜΕΛΛΟΝΤΕΣ ΓΑΜΟΙ	[1385, 140, 1580, 164]
crossword-cell[interactable]	[232, 726, 250, 745]
channel5-schedule	[308, 284, 576, 584]
church-title: ΙΕΡΟΣ ΝΑΟΣ ΑΓΙΟΥ ΣΑΒΒΑ	[326, 1270, 484, 1283]
tv-program-time: 6.15 μ.μ.	[308, 431, 356, 442]
novel-continued: (ΑΚΟΛΟΥΘΕΙ)	[847, 2136, 920, 2147]
tv-program-time: 5.30 μ.μ.	[308, 687, 356, 698]
tv-program-title: Ποδοσφαιρικὸς Ἀγών	[355, 347, 466, 358]
crossword-cell[interactable]	[196, 688, 214, 707]
tv-program-row	[308, 687, 503, 699]
crossword-row-number: 2	[110, 595, 117, 606]
crossword-col-number: 5	[200, 560, 207, 571]
crossword-cell[interactable]	[250, 669, 268, 688]
church-text: Σήμερον Παρασκευὴν Ἑορτὴν τοῦ Μεγάλου Ἀντωνίου, ὁ Θεοφιλέστατος Ἐπίσκοπος Ἐλευσῖνος κ. Τιμόθεος θὰ τελέσῃ τὴν θείαν Λειτουργίαν εἰς τὸ Πανσέπτον Καθεδρικὸν Ναὸ Σάββα τοῦ Ἡγιασμένου, ἐπὶ τῇ ἐπετείῳ τῆς χειροτονίας του.	[308, 1311, 503, 1400]
casino-sub: ΜΟΝΤΑΖΑΗ	[162, 1598, 275, 1620]
novel-col-b-cont: Ἐτρεξε στὸ δέντρο κι ὁ Φρέντος τὴν ἀκολούθησε συλλογισμένος. «Κρατᾶ τώρα μὲ καλοσύνη. Πρὶν φύγεις ἀπ' ἐδῶ ἔχεις καιρὸ νὰ σκεφθεῖς.» Ἐδῶ εἶτε λάθει τὸ γράμμα ποὺ ἦταν μαζί του καὶ τὸ διάβασε, καὶ τὸ κράτησε. Ἔ, λοιπὸν ἡ τύχη ἦταν μὲ τὸν ἐκδίκητὴ Ἡ Λάουρα ἔβγαλε μὲ χαρὰ εὐχαρίστηση στὴν κοιλάδα. Ἀρχίζει ἡ καινούργια ἡμέρα ἀπ' ὅλες τὶς ἄλλες. Ὁ Φρέντος ὅμως τὸ θυμόταν ἀκόμα, καὶ δὲν εἶχε τὸ θάρρος νὰ πεῖ τίποτα. Ἡ ἐλπίδα τοῦ γυρνοῦσε ἕναν-ἕναν ὅλους. Ἡ Λάουρα εἶχε γίνει πιὸ ἐλεύθερη. Ἐκεῖ κουνοῦσαν τὰ φύλλα στὸ βουνό, καὶ σιγὰ-σιγὰ ἄρχισε νὰ βραδιάζει γύρω τους. Αὐτὴ ἦταν μιὰ ἱστορία ποὺ δὲν θὰ ξεχνοῦσε ποτέ.	[722, 1451, 922, 1683]
column-divider	[925, 390, 926, 2150]
santa-maria-line2: ΣΑΣ ΠΑΡΟΥΣΙΑΖΕΙ ΓΛΕΝΤΙ	[226, 1880, 388, 1895]
